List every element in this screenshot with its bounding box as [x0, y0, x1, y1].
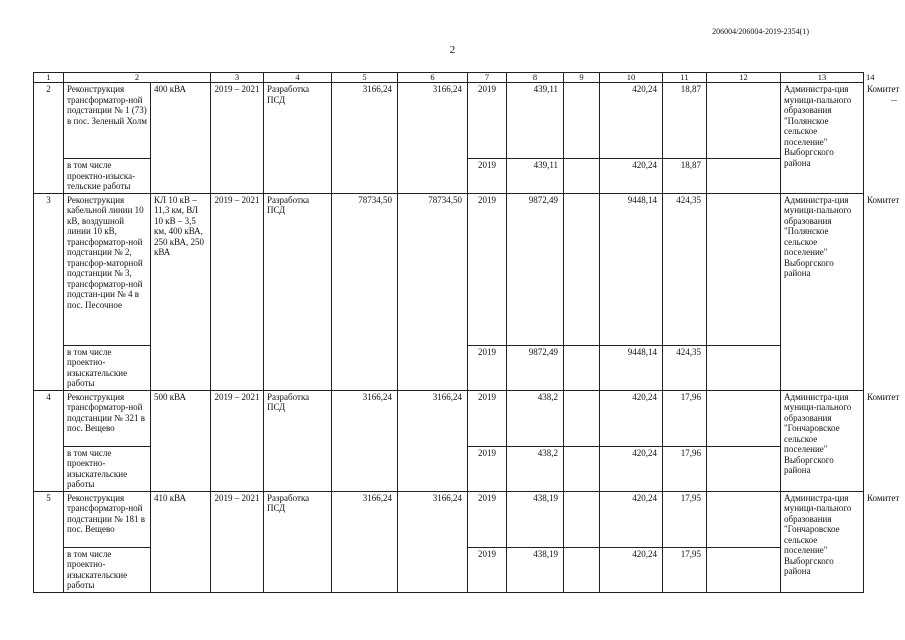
year-amount-cell: 439,11 — [507, 83, 564, 159]
total-cost-cell: 3166,24 — [332, 390, 398, 491]
subrow-regional-cell: 420,24 — [600, 446, 663, 491]
cost-cell: 3166,24 — [398, 390, 468, 491]
column-numbers-row: 1 2 3 4 5 6 7 8 9 10 11 12 13 14 — [34, 73, 864, 83]
federal-cell — [564, 193, 600, 345]
column-header: 10 — [600, 73, 663, 83]
regional-cell: 9448,14 — [600, 193, 663, 345]
subrow-local-cell: 18,87 — [663, 159, 707, 194]
regional-cell: 420,24 — [600, 491, 663, 547]
other-cell — [707, 390, 781, 446]
cost-cell: 3166,24 — [398, 83, 468, 194]
subrow-federal-cell — [564, 159, 600, 194]
administration-cell: Администра-ция муници-пального образования "Полянское сельское поселение" Выборгского района — [781, 83, 864, 194]
row-number-cell: 4 — [34, 390, 64, 491]
year-amount-cell: 438,2 — [507, 390, 564, 446]
administration-cell: Администра-ция муници-пального образования "Гончаровское сельское поселение" Выборгского района — [781, 491, 864, 592]
year-cell: 2019 — [468, 491, 507, 547]
subrow-local-cell: 17,95 — [663, 547, 707, 592]
subrow-regional-cell: 420,24 — [600, 159, 663, 194]
period-cell: 2019 – 2021 — [211, 390, 264, 491]
subrow-label-cell: в том числе проектно-изыска-тельские работы — [64, 159, 151, 194]
subrow-other-cell — [707, 345, 781, 390]
column-header: 12 — [707, 73, 781, 83]
subrow-regional-cell: 420,24 — [600, 547, 663, 592]
column-header: 13 — [781, 73, 864, 83]
subrow-local-cell: 424,35 — [663, 345, 707, 390]
local-cell: 424,35 — [663, 193, 707, 345]
column-header: 4 — [264, 73, 332, 83]
subrow-federal-cell — [564, 547, 600, 592]
table-row: 2 Реконструкция трансформатор-ной подстанции № 1 (73) в пос. Зеленый Холм 400 кВА 2019 – 2021 Разработка ПСД 3166,24 3166,24 2019 439,11 420,24 18,87 Администра-ция муници-пального образования "Полянское сельское поселение" Выборгского района Комитет — [34, 83, 864, 159]
table-row: 3 Реконструкция кабельной линии 10 кВ, воздушной линии 10 кВ, трансформатор-ной подстанции № 2, трансфор-маторной подстанции № 3, трансформатор-ной подстан-ции № 4 в пос. Песочное КЛ 10 кВ – 11,3 км, ВЛ 10 кВ – 3,5 км, 400 кВА, 250 кВА, 250 кВА 2019 – 2021 Разработка ПСД 78734,50 78734,50 2019 9872,49 9448,14 424,35 Администра-ция муници-пального образования "Полянское сельское поселение" Выборгского района Комитет — [34, 193, 864, 345]
capacity-cell: 400 кВА — [151, 83, 211, 194]
stage-cell: Разработка ПСД — [264, 83, 332, 194]
federal-cell — [564, 83, 600, 159]
year-cell: 2019 — [468, 193, 507, 345]
year-cell: 2019 — [468, 83, 507, 159]
year-amount-cell: 438,19 — [507, 491, 564, 547]
regional-cell: 420,24 — [600, 83, 663, 159]
subrow-other-cell — [707, 159, 781, 194]
stage-cell: Разработка ПСД — [264, 390, 332, 491]
local-cell: 17,96 — [663, 390, 707, 446]
other-cell — [707, 193, 781, 345]
year-amount-cell: 9872,49 — [507, 193, 564, 345]
column-header: 3 — [211, 73, 264, 83]
subrow-year-cell: 2019 — [468, 446, 507, 491]
subrow-local-cell: 17,96 — [663, 446, 707, 491]
subrow-other-cell — [707, 446, 781, 491]
object-name-cell: Реконструкция кабельной линии 10 кВ, воздушной линии 10 кВ, трансформатор-ной подстанции № 2, трансфор-маторной подстанции № 3, трансформатор-ной подстан-ции № 4 в пос. Песочное — [64, 193, 151, 345]
object-name-cell: Реконструкция трансформатор-ной подстанции № 1 (73) в пос. Зеленый Холм — [64, 83, 151, 159]
row-number-cell: 5 — [34, 491, 64, 592]
projects-table — [33, 72, 900, 593]
total-cost-cell: 78734,50 — [332, 193, 398, 390]
administration-cell: Администра-ция муници-пального образования "Гончаровское сельское поселение" Выборгского района — [781, 390, 864, 491]
column-header: 7 — [468, 73, 507, 83]
margin-mark — [891, 100, 897, 105]
other-cell — [707, 83, 781, 159]
federal-cell — [564, 491, 600, 547]
subrow-year-cell: 2019 — [468, 159, 507, 194]
year-cell: 2019 — [468, 390, 507, 446]
subrow-amount-cell: 438,2 — [507, 446, 564, 491]
subrow-year-cell: 2019 — [468, 547, 507, 592]
column-header: 11 — [663, 73, 707, 83]
subrow-label-cell: в том числе проектно-изыскательские работы — [64, 446, 151, 491]
subrow-federal-cell — [564, 446, 600, 491]
subrow-amount-cell: 9872,49 — [507, 345, 564, 390]
column-header: 1 — [34, 73, 64, 83]
capacity-cell: 500 кВА — [151, 390, 211, 491]
page-number: 2 — [449, 44, 456, 56]
local-cell: 18,87 — [663, 83, 707, 159]
period-cell: 2019 – 2021 — [211, 193, 264, 390]
column-header: 9 — [564, 73, 600, 83]
column-header: 2 — [64, 73, 211, 83]
capacity-cell: 410 кВА — [151, 491, 211, 592]
subrow-label-cell: в том числе проектно-изыскательские работы — [64, 345, 151, 390]
object-name-cell: Реконструкция трансформатор-ной подстанции № 321 в пос. Вещево — [64, 390, 151, 446]
period-cell: 2019 – 2021 — [211, 491, 264, 592]
table-row: 5 Реконструкция трансформатор-ной подстанции № 181 в пос. Вещево 410 кВА 2019 – 2021 Разработка ПСД 3166,24 3166,24 2019 438,19 420,24 17,95 Администра-ция муници-пального образования "Гончаровское сельское поселение" Выборгского района Комитет — [34, 491, 864, 547]
cost-cell: 3166,24 — [398, 491, 468, 592]
total-cost-cell: 3166,24 — [332, 491, 398, 592]
row-number-cell: 2 — [34, 83, 64, 194]
other-cell — [707, 491, 781, 547]
federal-cell — [564, 390, 600, 446]
subrow-other-cell — [707, 547, 781, 592]
subrow-amount-cell: 439,11 — [507, 159, 564, 194]
subrow-regional-cell: 9448,14 — [600, 345, 663, 390]
column-header: 6 — [398, 73, 468, 83]
row-number-cell: 3 — [34, 193, 64, 390]
stage-cell: Разработка ПСД — [264, 491, 332, 592]
column-header: 5 — [332, 73, 398, 83]
local-cell: 17,95 — [663, 491, 707, 547]
period-cell: 2019 – 2021 — [211, 83, 264, 194]
object-name-cell: Реконструкция трансформатор-ной подстанции № 181 в пос. Вещево — [64, 491, 151, 547]
subrow-year-cell: 2019 — [468, 345, 507, 390]
administration-cell: Администра-ция муници-пального образования "Полянское сельское поселение" Выборгского района — [781, 193, 864, 390]
stage-cell: Разработка ПСД — [264, 193, 332, 390]
regional-cell: 420,24 — [600, 390, 663, 446]
subrow-amount-cell: 438,19 — [507, 547, 564, 592]
cost-cell: 78734,50 — [398, 193, 468, 390]
table-row: 4 Реконструкция трансформатор-ной подстанции № 321 в пос. Вещево 500 кВА 2019 – 2021 Разработка ПСД 3166,24 3166,24 2019 438,2 420,24 17,96 Администра-ция муници-пального образования "Гончаровское сельское поселение" Выборгского района Комитет — [34, 390, 864, 446]
capacity-cell: КЛ 10 кВ – 11,3 км, ВЛ 10 кВ – 3,5 км, 400 кВА, 250 кВА, 250 кВА — [151, 193, 211, 390]
document-id: 206004/206004-2019-2354(1) — [712, 27, 809, 36]
subrow-label-cell: в том числе проектно-изыскательские работы — [64, 547, 151, 592]
column-header: 8 — [507, 73, 564, 83]
total-cost-cell: 3166,24 — [332, 83, 398, 194]
subrow-federal-cell — [564, 345, 600, 390]
